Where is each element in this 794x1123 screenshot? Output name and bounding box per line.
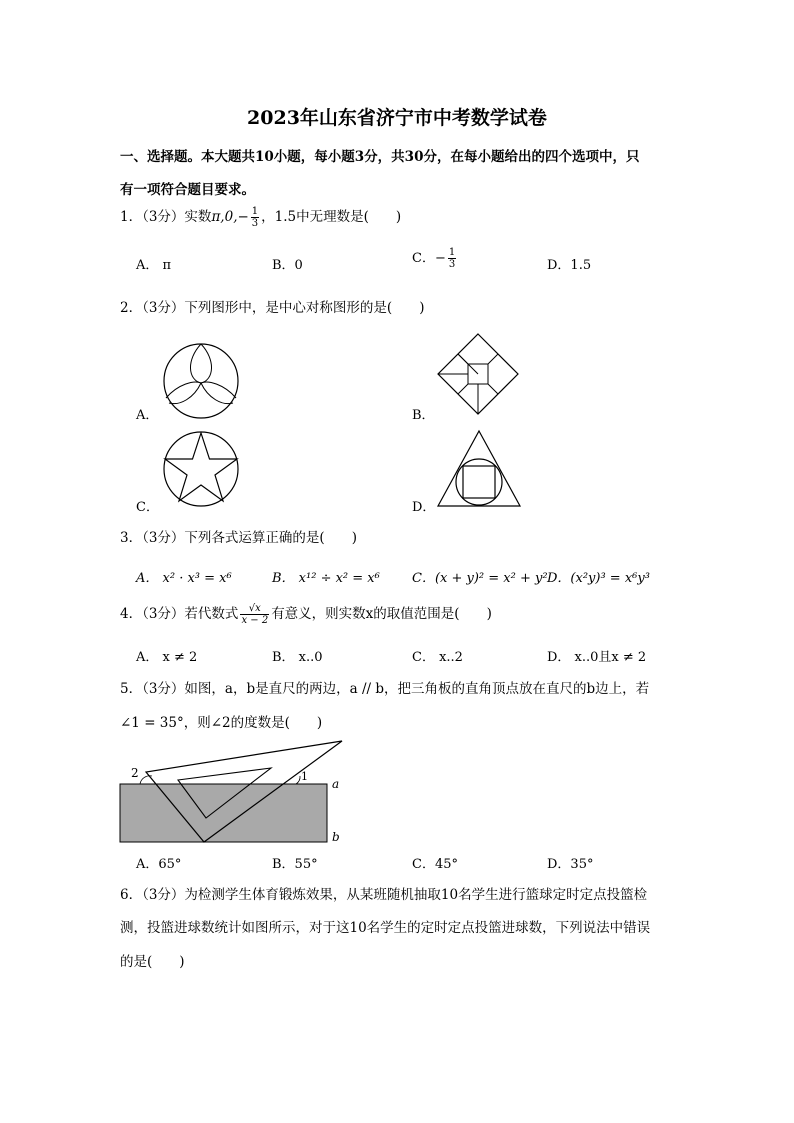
q4-option-d[interactable]: D． x..0且x ≠ 2	[547, 650, 647, 665]
q4-option-b[interactable]: B． x..0	[272, 650, 323, 665]
q3-option-c[interactable]: C．(x + y)² = x² + y²	[412, 571, 548, 586]
q1-option-c[interactable]	[412, 247, 458, 270]
q1-option-a[interactable]: A． π	[136, 258, 172, 273]
page-title: 2023年山东省济宁市中考数学试卷	[247, 107, 547, 129]
q1-option-c-prefix: C．−	[412, 251, 446, 266]
q4-frac-den: x − 2	[241, 615, 269, 626]
q5-label-angle2: 2	[131, 766, 139, 780]
q1-frac-num: 1	[251, 206, 259, 217]
q1-list: π,0,−	[211, 209, 249, 225]
q5-option-b[interactable]: B．55°	[272, 857, 318, 872]
question-1-stem	[120, 205, 401, 229]
q3-option-d[interactable]: D．(x²y)³ = x⁶y³	[547, 571, 650, 586]
question-3-stem: 3．（3分）下列各式运算正确的是( )	[120, 530, 357, 546]
q4-prefix: 4．（3分）若代数式	[120, 606, 239, 622]
q1-suffix: ，1.5中无理数是( )	[261, 209, 402, 225]
q4-suffix: 有意义，则实数x的取值范围是( )	[271, 606, 492, 622]
q1-option-d[interactable]: D．1.5	[547, 258, 592, 273]
q3-option-b[interactable]: B． x¹² ÷ x² = x⁶	[272, 571, 380, 586]
q1-fraction	[251, 206, 259, 229]
question-4-stem	[120, 602, 492, 626]
q2-figure-b-square-pinwheel	[436, 332, 520, 416]
q1-option-c-den: 3	[448, 259, 456, 270]
question-6-stem-line3: 的是( )	[120, 954, 185, 970]
q4-option-c[interactable]: C． x..2	[412, 650, 463, 665]
question-5-stem-line1: 5．（3分）如图，a，b是直尺的两边，a // b，把三角板的直角顶点放在直尺的b边上，若	[120, 681, 650, 697]
q2-figure-d-triangle-circle-square	[436, 428, 522, 510]
q4-fraction	[240, 603, 269, 626]
q2-option-a[interactable]: A．	[136, 408, 159, 423]
q5-label-edge-a: a	[332, 777, 340, 791]
q5-option-d[interactable]: D．35°	[547, 857, 594, 872]
q2-figure-c-star-in-circle	[160, 428, 242, 510]
q4-option-a[interactable]: A． x ≠ 2	[136, 650, 198, 665]
question-6-stem-line2: 测，投篮进球数统计如图所示，对于这10名学生的定时定点投篮进球数，下列说法中错误	[120, 920, 651, 936]
q2-figure-a-circle-leaves	[160, 340, 242, 422]
q2-option-c[interactable]: C．	[136, 500, 159, 515]
question-2-stem: 2．（3分）下列图形中，是中心对称图形的是( )	[120, 300, 425, 316]
q2-option-d[interactable]: D．	[412, 500, 436, 515]
q4-frac-num: √x	[240, 603, 269, 615]
q5-option-a[interactable]: A．65°	[136, 857, 182, 872]
q5-option-c[interactable]: C．45°	[412, 857, 458, 872]
q5-label-edge-b: b	[332, 830, 340, 844]
q1-prefix: 1．（3分）实数	[120, 209, 212, 225]
section-heading-line2: 有一项符合题目要求。	[120, 182, 255, 198]
q3-option-a[interactable]: A． x² · x³ = x⁶	[136, 571, 232, 586]
q1-frac-den: 3	[251, 218, 259, 229]
question-5-stem-line2: ∠1 = 35°，则∠2的度数是( )	[120, 715, 323, 731]
section-heading-line1: 一、选择题。本大题共10小题，每小题3分，共30分，在每小题给出的四个选项中，只	[120, 149, 640, 165]
question-6-stem-line1: 6．（3分）为检测学生体育锻炼效果，从某班随机抽取10名学生进行篮球定时定点投篮检	[120, 887, 648, 903]
q5-label-angle1: 1	[301, 770, 308, 783]
q1-option-c-num: 1	[448, 247, 456, 258]
q1-option-b[interactable]: B．0	[272, 258, 303, 273]
q1-option-c-fraction	[448, 247, 456, 270]
q5-figure-ruler-triangle	[118, 738, 348, 846]
q2-option-b[interactable]: B．	[412, 408, 435, 423]
